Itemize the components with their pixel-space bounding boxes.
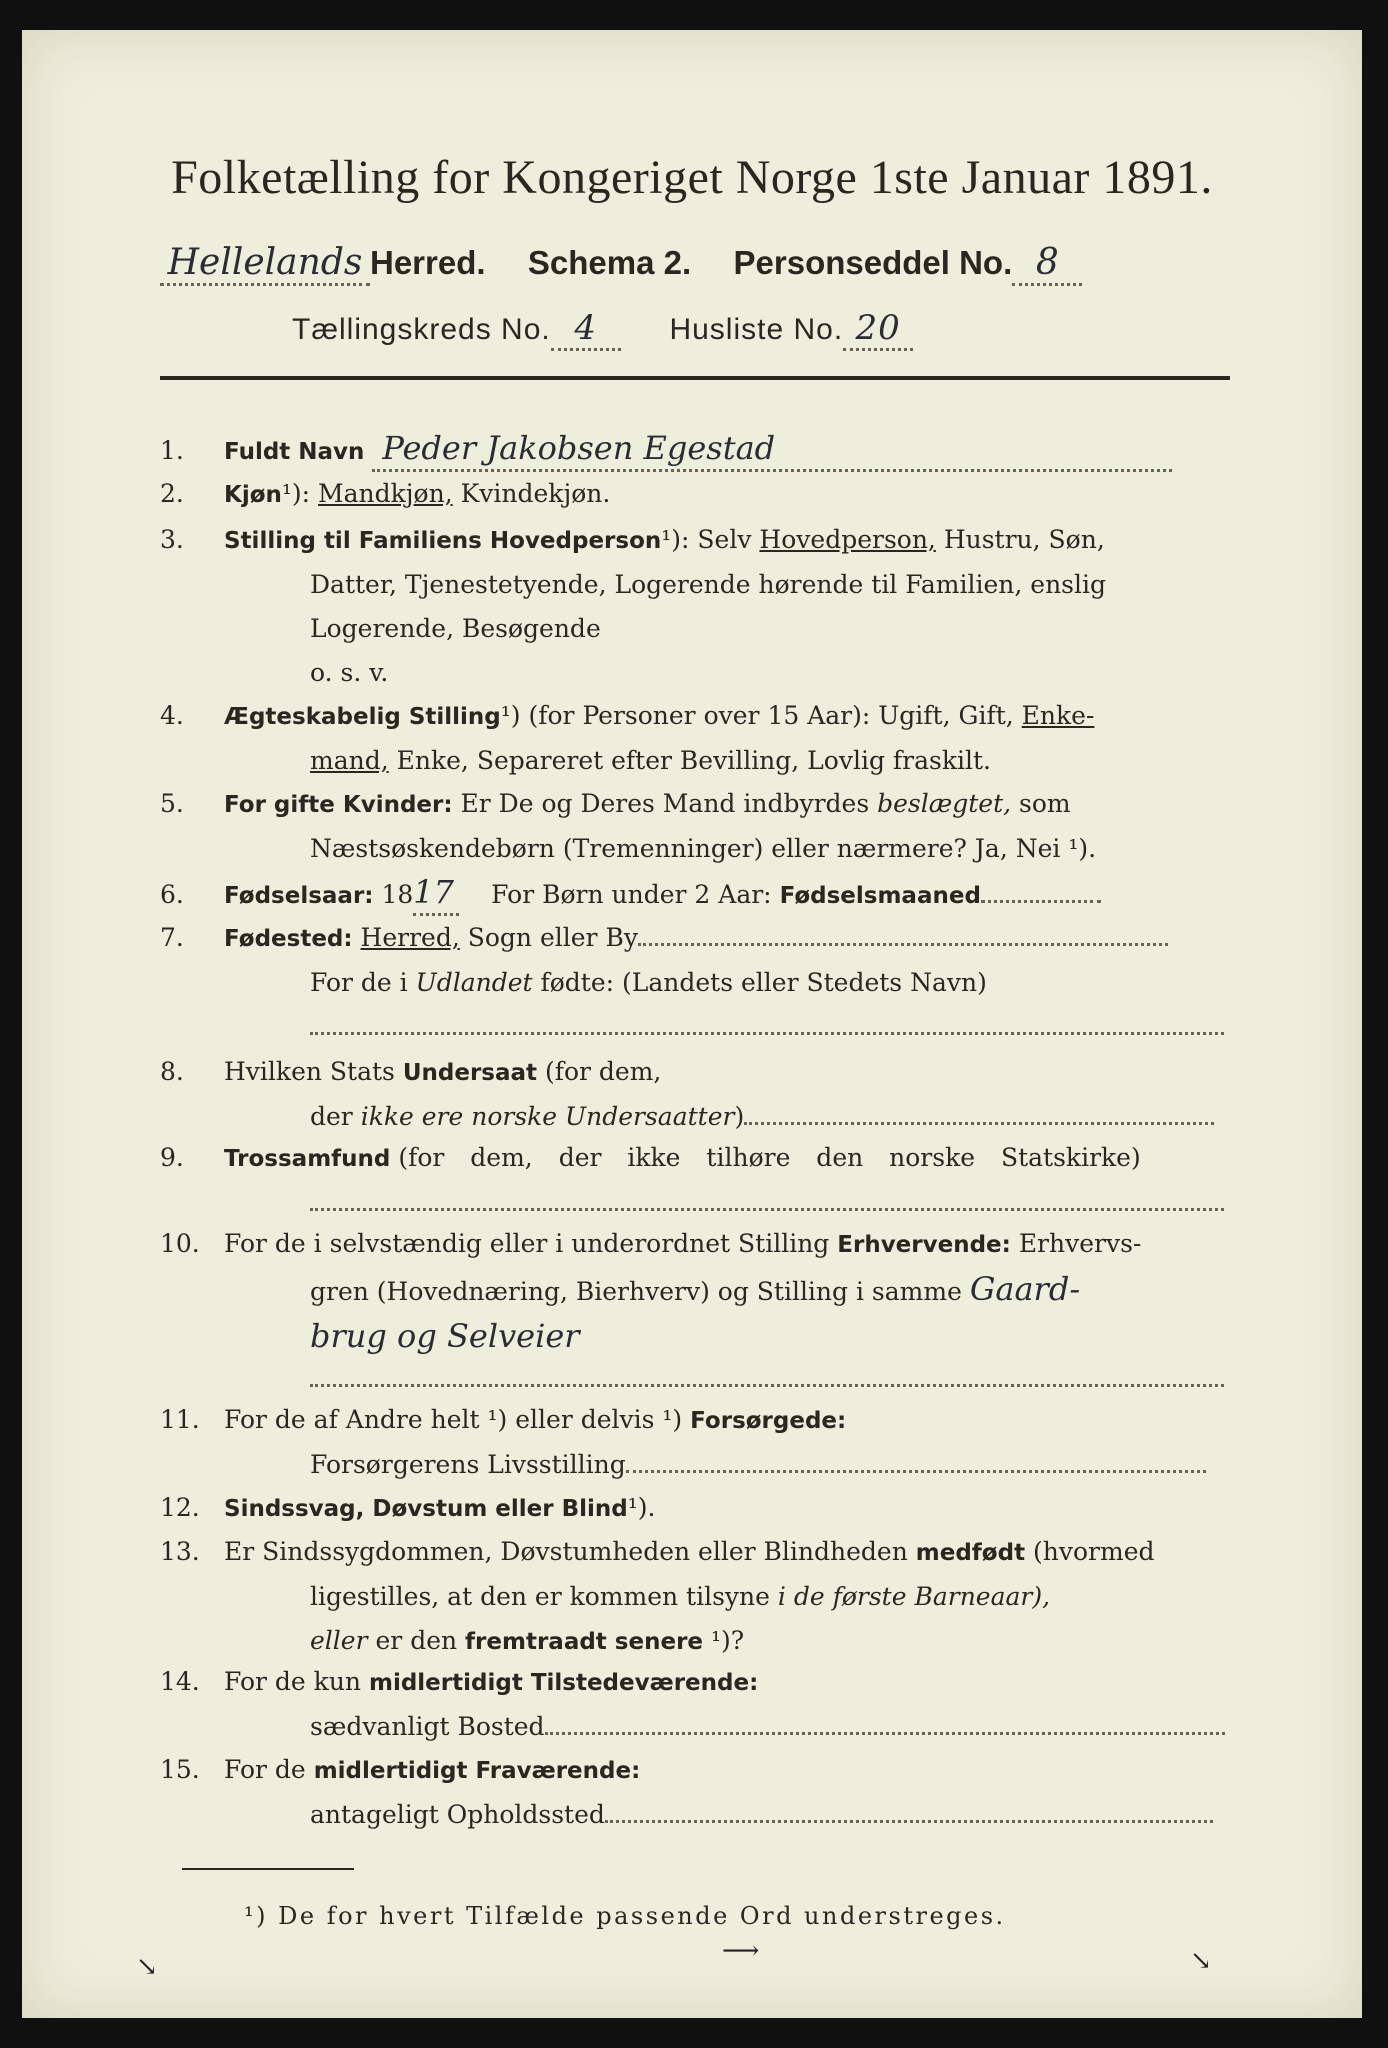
census-sheet	[22, 30, 1362, 2018]
q8-label: Undersaat	[402, 1060, 538, 1086]
q11-label: Forsørgede:	[690, 1408, 847, 1434]
scan-mark-right: ↘	[1190, 1946, 1212, 1976]
header-divider	[160, 376, 1230, 380]
schema-label: Schema 2.	[527, 244, 692, 281]
q10-label: Erhvervende:	[837, 1232, 1011, 1258]
header-row-kreds	[292, 308, 1092, 356]
herred-name: Hellelands	[167, 242, 363, 283]
question-1: 1. Fuldt Navn Peder Jakobsen Egestad	[160, 430, 1230, 472]
herred-label: Herred.	[370, 244, 486, 281]
question-10: 10. For de i selvstændig eller i underordnet Stilling Erhvervende: Erhvervs- gren (Hovednæring, Bierhverv) og Stilling i samme Gaard- brug og Selveier	[160, 1226, 1230, 1397]
q3-label: Stilling til Familiens Hovedperson	[224, 528, 662, 554]
scan-mark-left: ↘	[136, 1952, 158, 1982]
question-5: 5. For gifte Kvinder: Er De og Deres Mand indbyrdes beslægtet, som Næstsøskendebørn (Tremenninger) eller nærmere? Ja, Nei ¹).	[160, 786, 1230, 867]
q5-label: For gifte Kvinder:	[224, 792, 453, 818]
question-3: 3. Stilling til Familiens Hovedperson¹): Selv Hovedperson, Hustru, Søn, Datter, Tjenestetyende, Logerende hørende til Familien, enslig Logerende, Besøgende o. s. v.	[160, 522, 1230, 691]
form-title: Folketælling for Kongeriget Norge 1ste Januar 1891.	[171, 151, 1213, 204]
q10-answer-2: brug og Selveier	[310, 1317, 580, 1355]
question-12: 12. Sindssvag, Døvstum eller Blind¹).	[160, 1493, 656, 1522]
q2-option-2: Kvindekjøn.	[460, 479, 611, 508]
q1-answer-name: Peder Jakobsen Egestad	[382, 429, 776, 467]
q12-label: Sindssvag, Døvstum eller Blind	[224, 1496, 628, 1522]
q10-answer-1: Gaard-	[969, 1270, 1081, 1308]
question-11: 11. For de af Andre helt ¹) eller delvis ¹) Forsørgede: Forsørgerens Livsstilling	[160, 1402, 1230, 1483]
q4-selected-option-b: mand,	[310, 746, 389, 775]
q5-line-2: Næstsøskendebørn (Tremenninger) eller nærmere? Ja, Nei ¹).	[310, 834, 1097, 863]
question-14: 14. For de kun midlertidigt Tilstedeværende: sædvanligt Bosted	[160, 1664, 1230, 1745]
q9-label: Trossamfund	[224, 1146, 391, 1172]
q4-selected-option-a: Enke-	[1021, 701, 1095, 730]
q3-line-4: o. s. v.	[310, 658, 389, 687]
question-2: 2. Kjøn¹): Mandkjøn, Kvindekjøn.	[160, 479, 611, 508]
q7-label: Fødested:	[224, 926, 353, 952]
question-8: 8. Hvilken Stats Undersaat (for dem, der ikke ere norske Undersaatter)	[160, 1054, 1230, 1135]
footnote-divider	[182, 1868, 354, 1870]
q3-selected-option: Hovedperson,	[759, 525, 936, 554]
question-15: 15. For de midlertidigt Fraværende: antageligt Opholdssted	[160, 1752, 1230, 1833]
header-row-herred	[160, 242, 1230, 294]
question-9: 9. Trossamfund (for dem, der ikke tilhøre den norske Statskirke)	[160, 1140, 1230, 1221]
q15-label: midlertidigt Fraværende:	[313, 1758, 641, 1784]
q2-label: Kjøn	[224, 482, 282, 508]
husliste-no: 20	[855, 308, 901, 348]
personseddel-no: 8	[1035, 242, 1059, 283]
taellingskreds-label: Tællingskreds No.	[292, 313, 551, 346]
footnote: ¹) De for hvert Tilfælde passende Ord understreges.	[244, 1902, 1006, 1930]
q3-line-2: Datter, Tjenestetyende, Logerende hørende til Familien, enslig	[310, 570, 1107, 599]
personseddel-label: Personseddel No.	[733, 244, 1013, 281]
q6-answer-year: 17	[413, 873, 454, 911]
q13-label: medfødt	[915, 1540, 1026, 1566]
question-13: 13. Er Sindssygdommen, Døvstumheden eller Blindheden medfødt (hvormed ligestilles, at den er kommen tilsyne i de første Barneaar), eller er den fremtraadt senere ¹)?	[160, 1537, 1155, 1655]
scan-mark-center: ⟶	[722, 1936, 760, 1966]
q6-label: Fødselsaar:	[224, 883, 374, 909]
question-6: 6. Fødselsaar: 1817 For Børn under 2 Aar: Fødselsmaaned	[160, 874, 1230, 916]
husliste-label: Husliste No.	[669, 313, 844, 346]
q14-label: midlertidigt Tilstedeværende:	[368, 1670, 759, 1696]
q2-selected-option: Mandkjøn,	[318, 479, 453, 508]
q7-selected-option: Herred,	[360, 923, 460, 952]
question-4: 4. Ægteskabelig Stilling¹) (for Personer over 15 Aar): Ugift, Gift, Enke- mand, Enke, Separeret efter Bevilling, Lovlig fraskilt.	[160, 701, 1095, 775]
q3-line-3: Logerende, Besøgende	[310, 614, 601, 643]
q1-label: Fuldt Navn	[224, 439, 365, 465]
q4-label: Ægteskabelig Stilling	[224, 704, 501, 730]
taellingskreds-no: 4	[574, 308, 598, 348]
question-7: 7. Fødested: Herred, Sogn eller By For de i Udlandet fødte: (Landets eller Stedets Navn)	[160, 920, 1230, 1045]
